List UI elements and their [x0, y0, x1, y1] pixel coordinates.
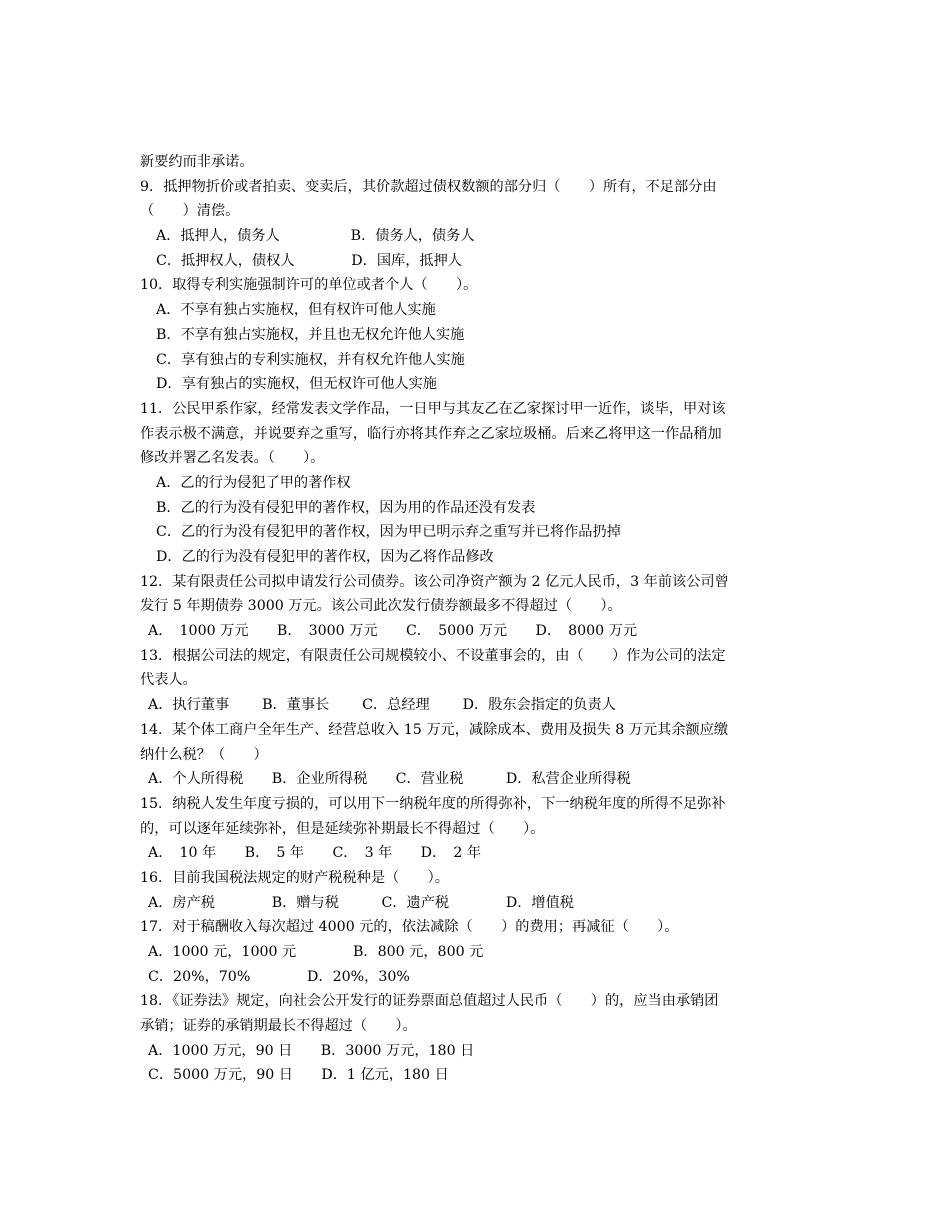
question-11-stem: 11．公民甲系作家，经常发表文学作品，一日甲与其友乙在乙家探讨甲一近作，谈毕，甲对该: [140, 400, 726, 417]
question-12-options: A． 1000 万元 B． 3000 万元 C． 5000 万元 D． 8000 万元: [148, 623, 638, 640]
question-16-options: A．房产税 B．赠与税 C．遗产税 D．增值税: [148, 894, 574, 911]
question-12-stem-cont: 发行 5 年期债券 3000 万元。该公司此次发行债券额最多不得超过（ ）。: [140, 598, 622, 615]
question-15-options: A． 10 年 B． 5 年 C． 3 年 D． 2 年: [148, 845, 482, 862]
question-11-stem-cont: 修改并署乙名发表。（ ）。: [140, 450, 325, 467]
question-11-option-c: C．乙的行为没有侵犯甲的著作权，因为甲已明示弃之重写并已将作品扔掉: [156, 524, 621, 541]
question-9-stem: 9．抵押物折价或者拍卖、变卖后，其价款超过债权数额的部分归（ ）所有，不足部分由: [140, 178, 717, 195]
question-15-stem: 15．纳税人发生年度亏损的，可以用下一纳税年度的所得弥补，下一纳税年度的所得不足弥补: [140, 795, 726, 812]
question-11-stem-cont: 作表示极不满意，并说要弃之重写，临行亦将其作弃之乙家垃圾桶。后来乙将甲这一作品稍加: [140, 425, 722, 442]
question-10-option-c: C．享有独占的专利实施权，并有权允许他人实施: [156, 351, 465, 368]
question-15-stem-cont: 的，可以逐年延续弥补，但是延续弥补期最长不得超过（ ）。: [140, 820, 545, 837]
question-10-option-a: A．不享有独占实施权，但有权许可他人实施: [156, 302, 436, 319]
question-12-stem: 12．某有限责任公司拟申请发行公司债券。该公司净资产额为 2 亿元人民币，3 年前该公司曾: [140, 573, 729, 590]
question-18-options-cd: C．5000 万元，90 日 D．1 亿元，180 日: [148, 1067, 449, 1084]
question-13-options: A．执行董事 B．董事长 C．总经理 D．股东会指定的负责人: [148, 697, 616, 714]
question-14-stem: 14．某个体工商户全年生产、经营总收入 15 万元，减除成本、费用及损失 8 万元其余额应缴: [140, 721, 729, 738]
question-17-stem: 17．对于稿酬收入每次超过 4000 元的，依法减除（ ）的费用；再减征（ ）。: [140, 919, 679, 936]
question-18-stem-cont: 承销；证券的承销期最长不得超过（ ）。: [140, 1018, 417, 1035]
question-17-options-ab: A．1000 元，1000 元 B．800 元，800 元: [148, 944, 484, 960]
question-14-options: A．个人所得税 B．企业所得税 C．营业税 D．私营企业所得税: [148, 771, 631, 788]
question-11-option-d: D．乙的行为没有侵犯甲的著作权，因为乙将作品修改: [156, 549, 494, 565]
question-14-stem-cont: 纳什么税？（ ）: [140, 746, 268, 763]
question-17-options-cd: C．20%，70% D．20%，30%: [148, 968, 410, 985]
document-page: [140, 150, 812, 1088]
question-9-options-ab: A．抵押人，债务人 B．债务人，债务人: [156, 228, 475, 245]
text-line: 新要约而非承诺。: [140, 154, 254, 170]
question-10-stem: 10．取得专利实施强制许可的单位或者个人（ ）。: [140, 277, 478, 294]
question-16-stem: 16．目前我国税法规定的财产税税种是（ ）。: [140, 869, 449, 886]
question-10-option-d: D．享有独占的实施权，但无权许可他人实施: [156, 376, 437, 393]
question-9-stem-cont: （ ）清偿。: [140, 203, 240, 220]
question-18-options-ab: A．1000 万元，90 日 B．3000 万元，180 日: [148, 1042, 475, 1059]
question-13-stem-cont: 代表人。: [140, 672, 197, 689]
question-18-stem: 18．《证券法》规定，向社会公开发行的证券票面总值超过人民币（ ）的，应当由承销团: [140, 993, 719, 1010]
question-10-option-b: B．不享有独占实施权，并且也无权允许他人实施: [156, 326, 465, 343]
question-13-stem: 13．根据公司法的规定，有限责任公司规模较小、不设董事会的，由（ ）作为公司的法定: [140, 647, 726, 664]
question-9-options-cd: C．抵押权人，债权人 D．国库，抵押人: [156, 252, 462, 269]
question-11-option-a: A．乙的行为侵犯了甲的著作权: [156, 474, 351, 491]
question-11-option-b: B．乙的行为没有侵犯甲的著作权，因为用的作品还没有发表: [156, 499, 536, 516]
